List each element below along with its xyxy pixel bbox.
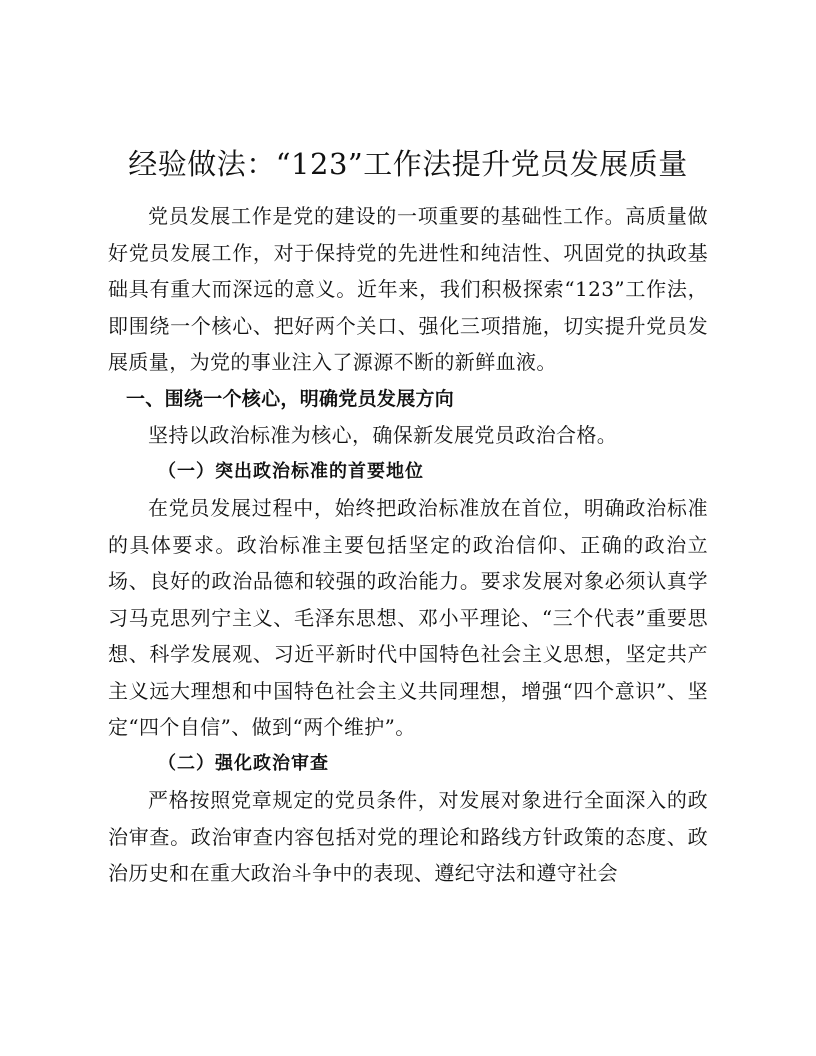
subsection-1-heading: （一）突出政治标准的首要地位 [158, 460, 424, 482]
section-1-lead-paragraph: 坚持以政治标准为核心，确保新发展党员政治合格。 [148, 423, 618, 447]
intro-paragraph: 党员发展工作是党的建设的一项重要的基础性工作。高质量做好党员发展工作，对于保持党的先进性和纯洁性、巩固党的执政基础具有重大而深远的意义。近年来，我们积极探索“123”工作法，即围绕一个核心、把好两个关口、强化三项措施，切实提升党员发展质量，为党的事业注入了源源不断的新鲜血液。 [108, 204, 708, 374]
section-1-heading: 一、围绕一个核心，明确党员发展方向 [126, 387, 455, 410]
document-body [108, 198, 708, 892]
subsection-2-paragraph: 严格按照党章规定的党员条件，对发展对象进行全面深入的政治审查。政治审查内容包括对党的理论和路线方针政策的态度、政治历史和在重大政治斗争中的表现、遵纪守法和遵守社会 [108, 788, 708, 885]
document-title: 经验做法：“123”工作法提升党员发展质量 [128, 147, 688, 181]
subsection-2-heading: （二）强化政治审查 [158, 752, 329, 774]
subsection-1-paragraph: 在党员发展过程中，始终把政治标准放在首位，明确政治标准的具体要求。政治标准主要包括坚定的政治信仰、正确的政治立场、良好的政治品德和较强的政治能力。要求发展对象必须认真学习马克思列宁主义、毛泽东思想、邓小平理论、“三个代表”重要思想、科学发展观、习近平新时代中国特色社会主义思想，坚定共产主义远大理想和中国特色社会主义共同理想，增强“四个意识”、坚定“四个自信”、做到“两个维护”。 [108, 496, 708, 739]
